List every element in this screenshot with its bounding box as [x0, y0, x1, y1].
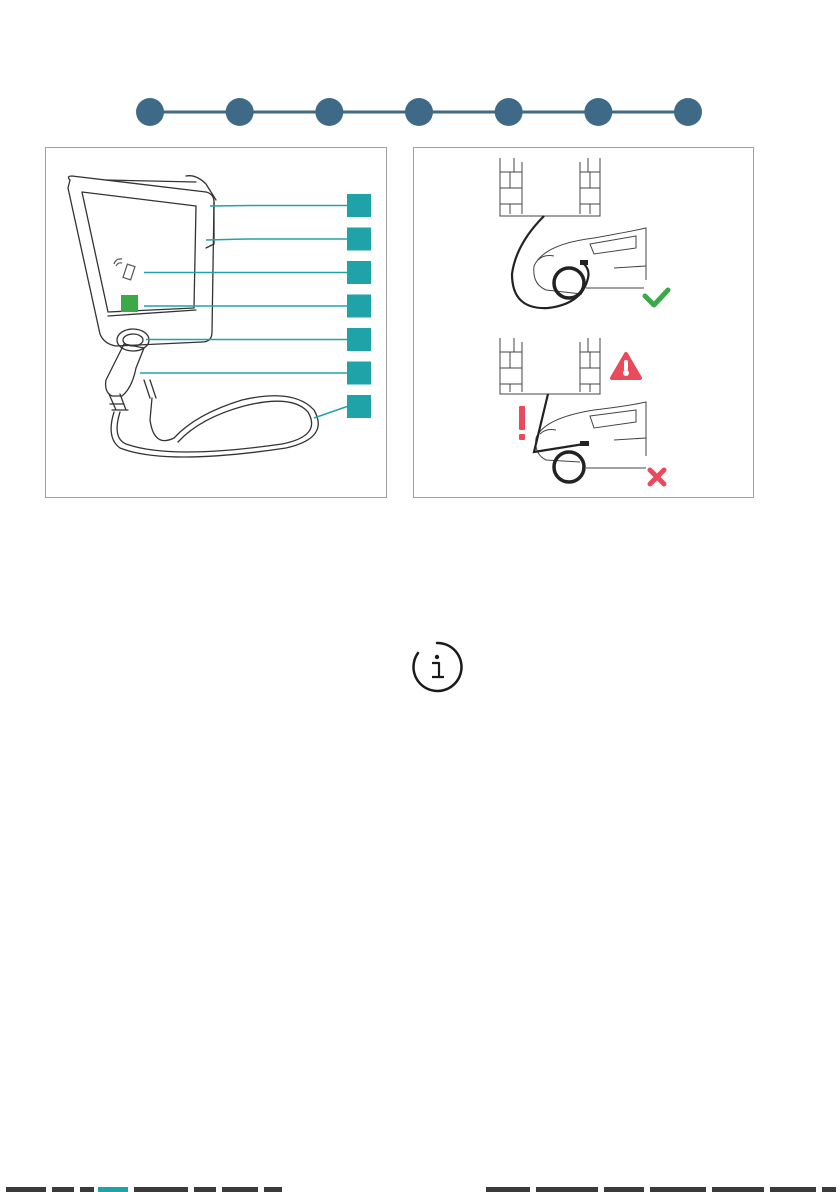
- page-edge-strip: [0, 1184, 840, 1192]
- callout-line-1: [210, 206, 347, 207]
- correct-coil: [554, 268, 584, 298]
- correct-wall: [500, 158, 600, 216]
- charger-front-panel: [68, 176, 214, 346]
- step-dot-6: [584, 98, 612, 126]
- callout-box-3: [347, 261, 371, 284]
- cross-icon: [650, 470, 664, 484]
- callout-box-1: [347, 194, 371, 217]
- callout-box-6: [347, 362, 371, 385]
- cable-routing-panel: [413, 147, 754, 498]
- status-led-icon: [121, 295, 138, 312]
- charging-plug: [106, 344, 144, 396]
- callout-line-2: [206, 239, 347, 240]
- charger-illustration: [46, 148, 388, 499]
- charger-display: [82, 192, 196, 312]
- step-dot-4: [405, 98, 433, 126]
- step-dot-5: [495, 98, 523, 126]
- charger-side: [186, 176, 216, 248]
- callout-line-7: [314, 407, 347, 419]
- exclamation-icon: [519, 406, 525, 440]
- incorrect-cable: [534, 394, 584, 452]
- step-dot-7: [674, 98, 702, 126]
- info-icon: [410, 640, 464, 694]
- temperature-warning-icon: [612, 354, 640, 378]
- step-dot-2: [226, 98, 254, 126]
- callout-box-5: [347, 328, 371, 351]
- step-dot-3: [315, 98, 343, 126]
- progress-stepper: [0, 0, 840, 140]
- routing-illustration: [414, 148, 755, 499]
- incorrect-wall: [500, 338, 600, 394]
- incorrect-car: [536, 402, 646, 462]
- charger-anatomy-panel: [45, 147, 387, 498]
- callout-box-4: [347, 295, 371, 318]
- rfid-card-icon: [114, 259, 135, 280]
- incorrect-coil: [554, 452, 584, 482]
- checkmark-icon: [645, 290, 668, 305]
- correct-car: [534, 228, 646, 294]
- callout-box-2: [347, 228, 371, 251]
- callout-box-7: [347, 395, 371, 418]
- step-dot-1: [136, 98, 164, 126]
